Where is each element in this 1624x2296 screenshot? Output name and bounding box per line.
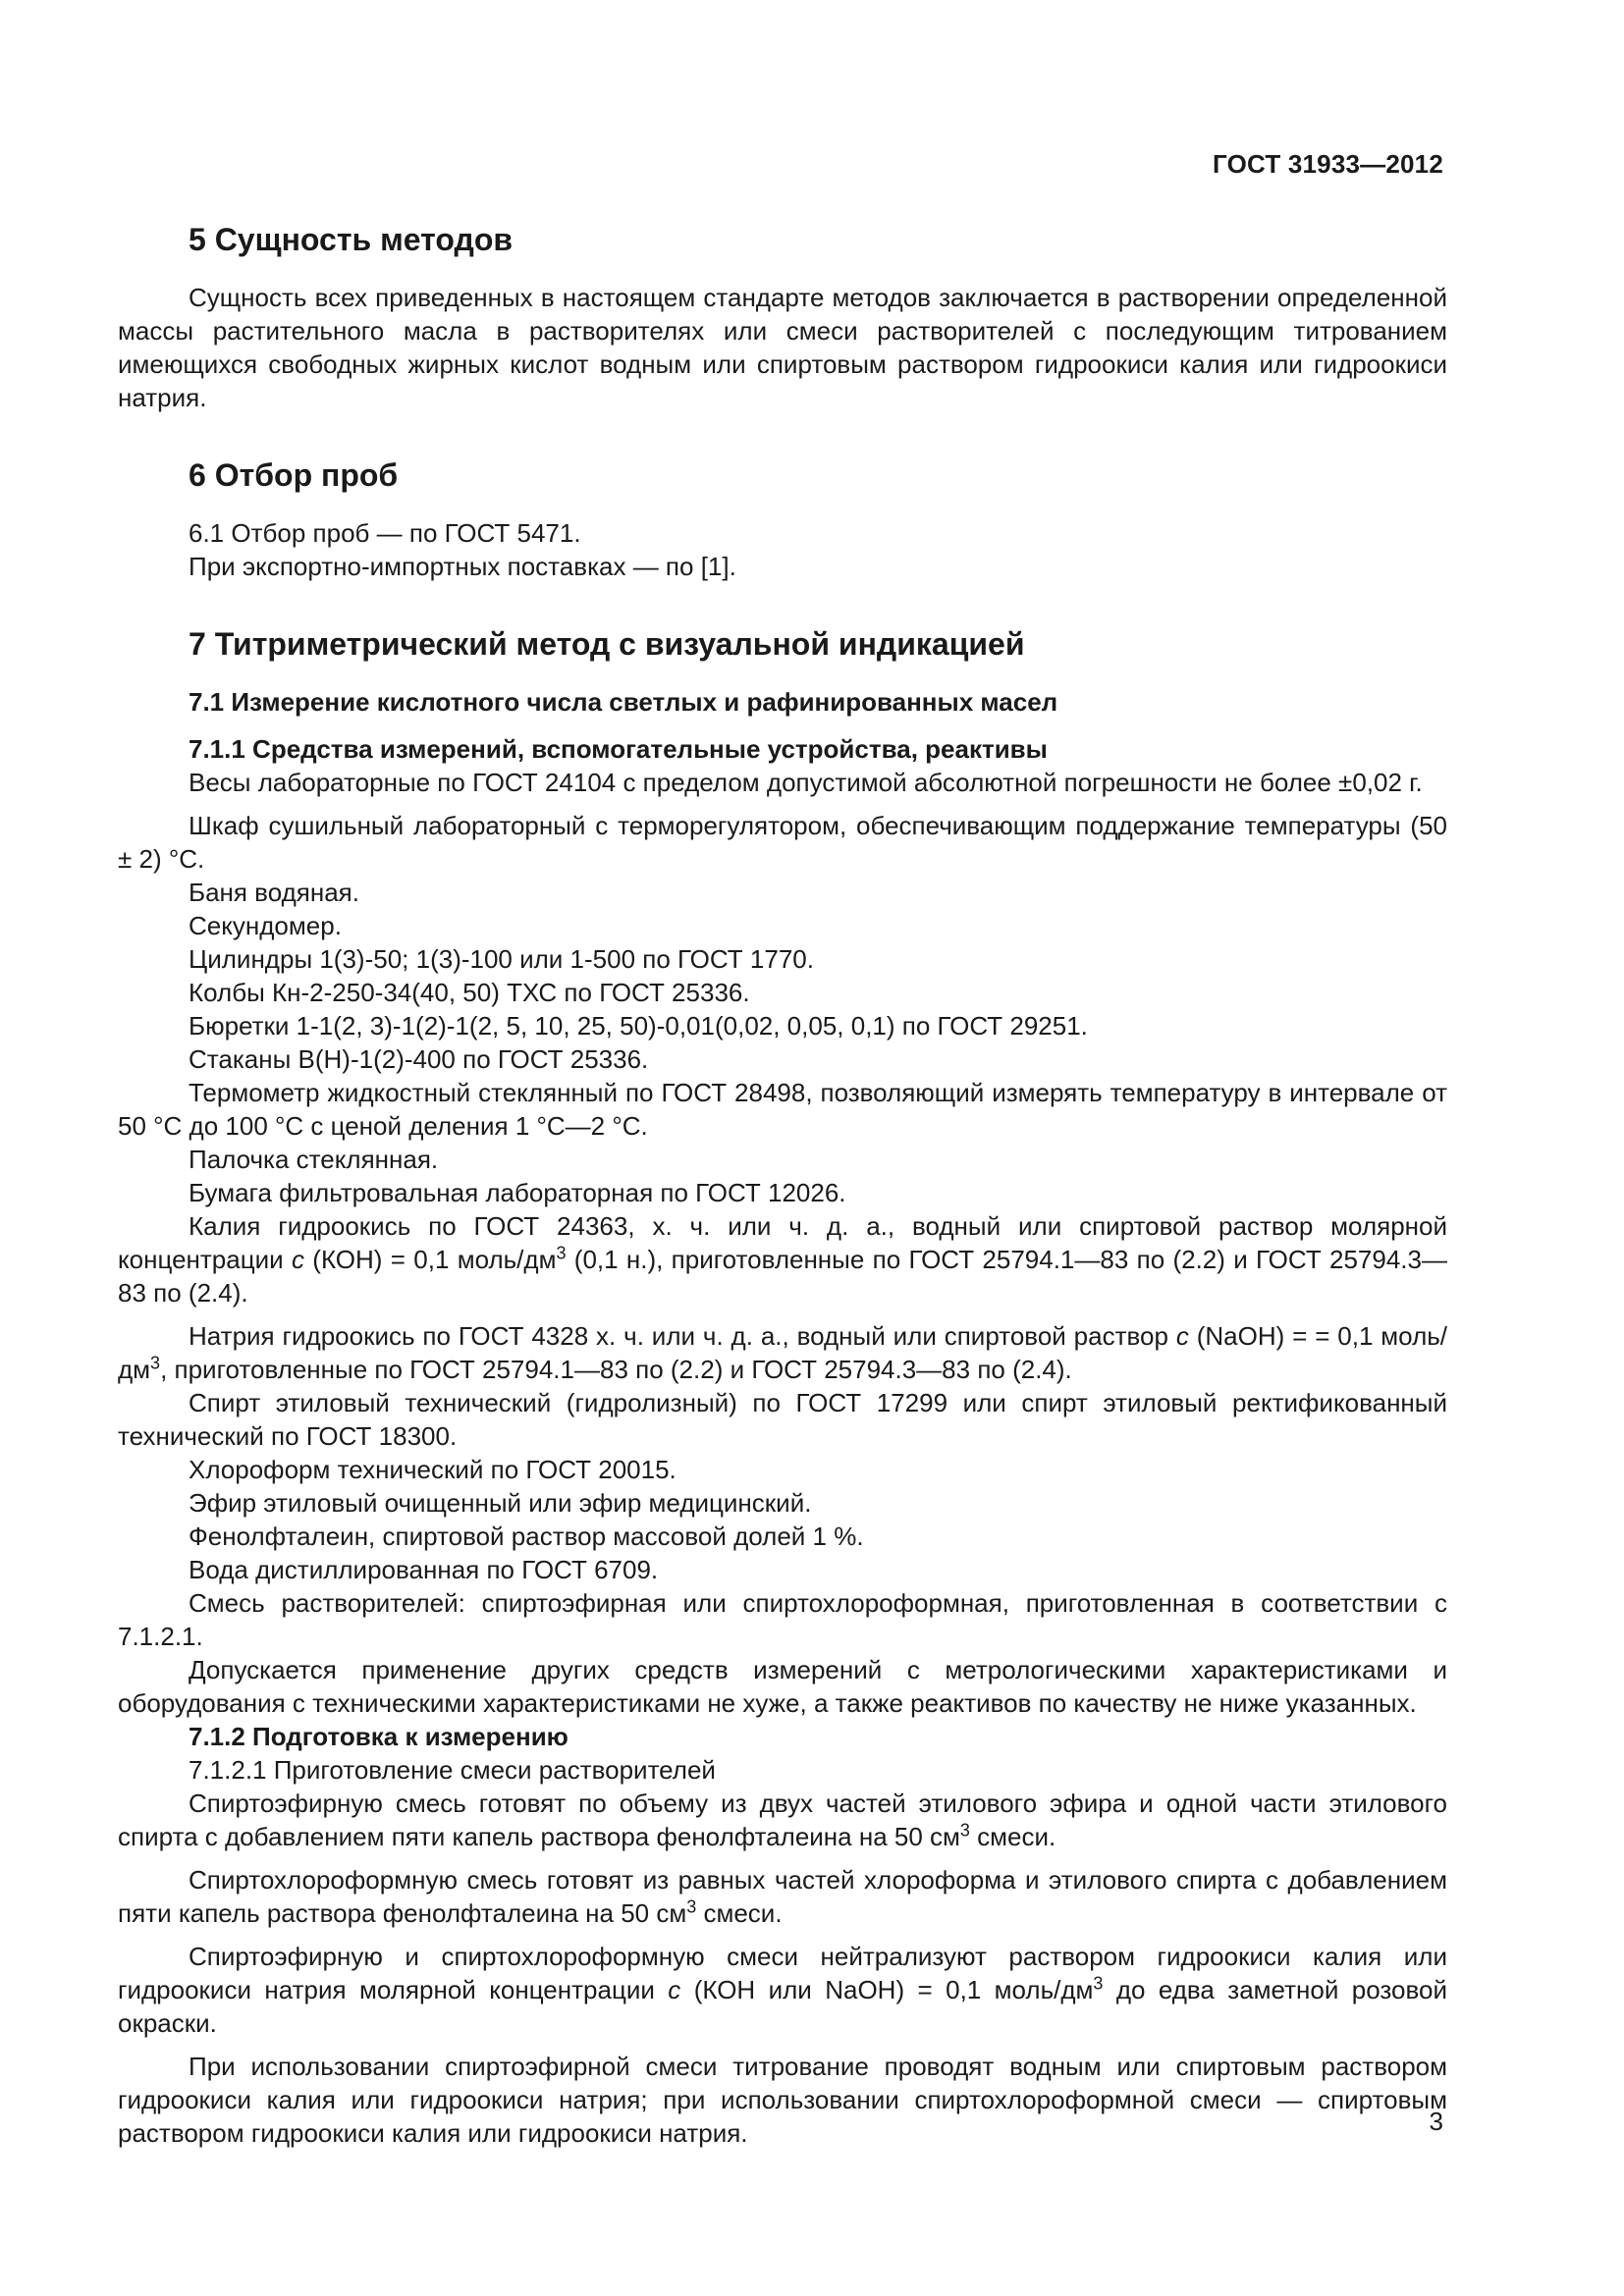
italic-symbol: с <box>1175 1321 1189 1351</box>
subsection-7-1-title: 7.1 Измерение кислотного числа светлых и рафинированных масел <box>189 687 1058 717</box>
section-7-title: 7 Титриметрический метод с визуальной индикацией <box>189 626 1025 662</box>
section-6-1-paragraph: 6.1 Отбор проб — по ГОСТ 5471. <box>189 518 581 548</box>
text-span: (КОН или NaOH) = 0,1 моль/дм <box>680 1975 1094 2004</box>
section-6-title: 6 Отбор проб <box>189 457 399 493</box>
text-span: (NaOH) = = 0,1 моль/дм <box>118 1321 1448 1384</box>
subsection-7-1-2-1-title: 7.1.2.1 Приготовление смеси растворителей <box>189 1755 716 1785</box>
list-item: Секундомер. <box>189 911 342 940</box>
list-item: Допускается применение других средств измерений с метрологическими характеристиками и оборудования с техническими характеристиками не хуже, а также реактивов по качеству не ниже указанных. <box>118 1655 1447 1718</box>
list-item: Цилиндры 1(3)-50; 1(3)-100 или 1-500 по ГОСТ 1770. <box>189 944 814 974</box>
text-span: Спиртохлороформную смесь готовят из равных частей хлороформа и этилового спирта с добавлением пяти капель раствора фенолфталеина на 50 см <box>118 1865 1447 1928</box>
text-span: смеси. <box>696 1898 783 1928</box>
italic-symbol: с <box>291 1245 304 1274</box>
list-item: Термометр жидкостный стеклянный по ГОСТ 28498, позволяющий измерять температуру в интервале от 50 °С до 100 °С с ценой деления 1 °С—2 °С. <box>118 1078 1447 1141</box>
superscript: 3 <box>959 1820 970 1841</box>
prep-paragraph <box>118 1863 1447 1930</box>
prep-paragraph <box>118 1940 1447 2040</box>
list-item: Фенолфталеин, спиртовой раствор массовой долей 1 %. <box>189 1522 864 1551</box>
text-span: (КОН) = 0,1 моль/дм <box>303 1245 557 1274</box>
superscript: 3 <box>556 1243 567 1263</box>
text-span: Спиртоэфирную смесь готовят по объему из двух частей этилового эфира и одной части этилового спирта с добавлением пяти капель раствора фенолфталеина на 50 см <box>118 1789 1447 1851</box>
list-item: Шкаф сушильный лабораторный с терморегулятором, обеспечивающим поддержание температуры (50 ± 2) °С. <box>118 811 1447 874</box>
standard-header: ГОСТ 31933—2012 <box>1213 149 1443 179</box>
list-item-naoh <box>118 1319 1447 1386</box>
text-span: смеси. <box>969 1822 1056 1851</box>
list-item: Спирт этиловый технический (гидролизный) по ГОСТ 17299 или спирт этиловый ректификованный технический по ГОСТ 18300. <box>118 1388 1447 1451</box>
superscript: 3 <box>1093 1973 1104 1994</box>
text-span: Калия гидроокись по ГОСТ 24363, х. ч. или ч. д. а., водный или спиртовой раствор молярной концентрации <box>118 1211 1447 1274</box>
section-5-title: 5 Сущность методов <box>189 222 514 257</box>
text-span: (0,1 н.), приготовленные по ГОСТ 25794.1—83 по (2.2) и ГОСТ 25794.3—83 по (2.4). <box>118 1245 1447 1308</box>
list-item: Хлороформ технический по ГОСТ 20015. <box>189 1455 677 1484</box>
text-span: , приготовленные по ГОСТ 25794.1—83 по (2.2) и ГОСТ 25794.3—83 по (2.4). <box>160 1355 1072 1384</box>
list-item: Бумага фильтровальная лабораторная по ГОСТ 12026. <box>189 1178 846 1207</box>
subsection-7-1-2-title: 7.1.2 Подготовка к измерению <box>189 1722 568 1751</box>
list-item: Весы лабораторные по ГОСТ 24104 с пределом допустимой абсолютной погрешности не более ±0,02 г. <box>189 768 1423 797</box>
page-number: 3 <box>1429 2107 1443 2136</box>
page-content <box>118 218 1447 2150</box>
section-5-paragraph: Сущность всех приведенных в настоящем стандарте методов заключается в растворении определенной массы растительного масла в растворителях или смеси растворителей с последующим титрованием имеющихся свободных жирных кислот водным или спиртовым раствором гидроокиси калия или гидроокиси натрия. <box>118 283 1447 412</box>
list-item: Эфир этиловый очищенный или эфир медицинский. <box>189 1488 812 1518</box>
section-6-export-paragraph: При экспортно-импортных поставках — по [1]. <box>189 552 736 581</box>
text-span: Спиртоэфирную и спиртохлороформную смеси нейтрализуют раствором гидроокиси калия или гидроокиси натрия молярной концентрации <box>118 1942 1447 2004</box>
list-item-koh <box>118 1209 1447 1309</box>
text-span: до едва заметной розовой окраски. <box>118 1975 1448 2038</box>
italic-symbol: с <box>668 1975 681 2004</box>
superscript: 3 <box>150 1353 161 1373</box>
prep-paragraph: При использовании спиртоэфирной смеси титрование проводят водным или спиртовым раствором гидроокиси калия или гидроокиси натрия; при использовании спиртохлороформной смеси — спиртовым раствором гидроокиси калия или гидроокиси натрия. <box>118 2052 1447 2148</box>
list-item: Баня водяная. <box>189 878 359 907</box>
superscript: 3 <box>686 1896 697 1917</box>
list-item: Колбы Кн-2-250-34(40, 50) ТХС по ГОСТ 25336. <box>189 978 750 1007</box>
list-item: Палочка стеклянная. <box>189 1145 439 1174</box>
list-item: Смесь растворителей: спиртоэфирная или спиртохлороформная, приготовленная в соответствии с 7.1.2.1. <box>118 1588 1447 1651</box>
prep-paragraph <box>118 1787 1447 1853</box>
list-item: Стаканы В(Н)-1(2)-400 по ГОСТ 25336. <box>189 1044 649 1074</box>
text-span: Натрия гидроокись по ГОСТ 4328 х. ч. или ч. д. а., водный или спиртовой раствор <box>189 1321 1176 1351</box>
subsection-7-1-1-title: 7.1.1 Средства измерений, вспомогательные устройства, реактивы <box>189 734 1048 764</box>
list-item: Бюретки 1-1(2, 3)-1(2)-1(2, 5, 10, 25, 50)-0,01(0,02, 0,05, 0,1) по ГОСТ 29251. <box>189 1011 1088 1041</box>
list-item: Вода дистиллированная по ГОСТ 6709. <box>189 1555 659 1584</box>
